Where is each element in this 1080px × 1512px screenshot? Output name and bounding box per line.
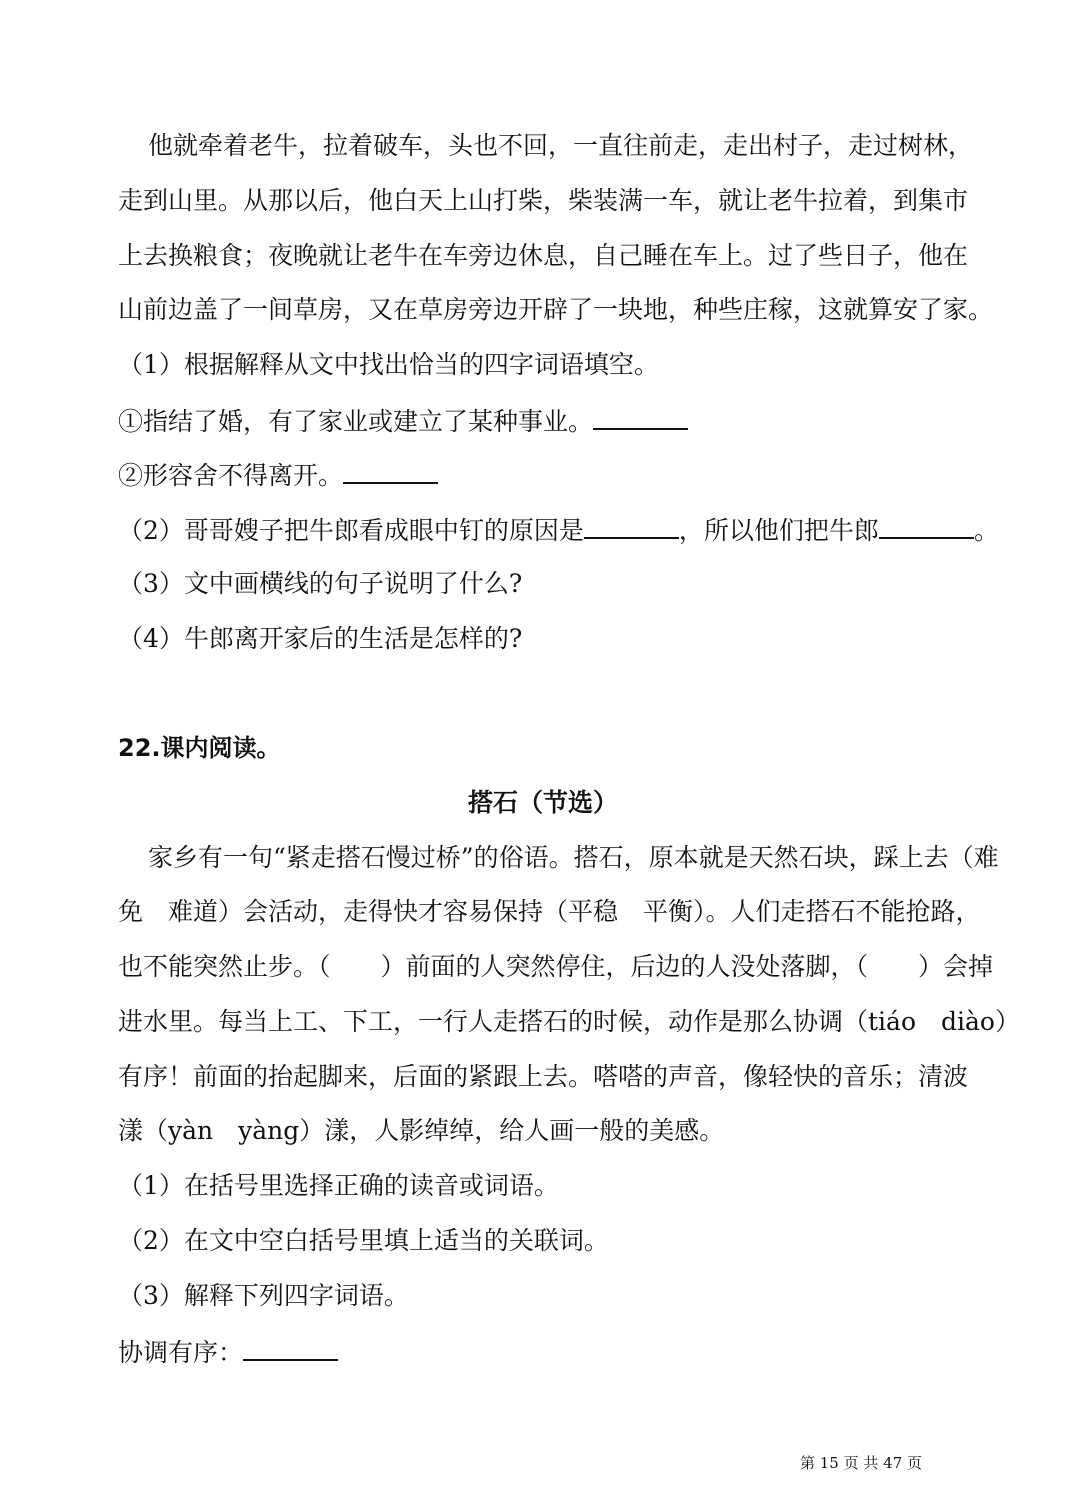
passage-line: 他就牵着老牛，拉着破车，头也不回，一直往前走，走出村子，走过树林， — [148, 131, 974, 160]
passage-line: 有序！前面的抬起脚来，后面的紧跟上去。嗒嗒的声音，像轻快的音乐；清波 — [118, 1062, 969, 1091]
question-3a-text: 协调有序： — [118, 1338, 244, 1367]
section-heading: 22.课内阅读。 — [118, 734, 281, 762]
answer-blank[interactable] — [879, 511, 974, 539]
passage-line: 走到山里。从那以后，他白天上山打柴，柴装满一车，就让老牛拉着，到集市 — [118, 186, 969, 215]
passage-line: 免 难道）会活动，走得快才容易保持（平稳 平衡）。人们走搭石不能抢路， — [118, 897, 981, 926]
question-1b — [118, 456, 968, 494]
question-4: （4）牛郎离开家后的生活是怎样的? — [118, 624, 523, 653]
question-2-text-a: （2）哥哥嫂子把牛郎看成眼中钉的原因是 — [118, 516, 584, 545]
page-number: 第 15 页 共 47 页 — [800, 1454, 923, 1472]
passage-title: 搭石（节选） — [467, 788, 618, 817]
question-1b-text: ②形容舍不得离开。 — [118, 461, 344, 490]
question-2-text-c: 。 — [973, 516, 999, 545]
question-1a — [118, 402, 968, 440]
passage-line: 山前边盖了一间草房，又在草房旁边开辟了一块地，种些庄稼，这就算安了家。 — [118, 295, 994, 324]
question-3: （3）解释下列四字词语。 — [118, 1281, 409, 1310]
question-2: （2）在文中空白括号里填上适当的关联词。 — [118, 1226, 609, 1255]
question-3a — [118, 1333, 968, 1371]
answer-blank[interactable] — [593, 402, 688, 430]
passage-line: 家乡有一句“紧走搭石慢过桥”的俗语。搭石，原本就是天然石块，踩上去（难 — [148, 843, 999, 872]
passage-line: 上去换粮食；夜晚就让老牛在车旁边休息，自己睡在车上。过了些日子，他在 — [118, 241, 969, 270]
question-2-text-b: ，所以他们把牛郎 — [678, 516, 879, 545]
answer-blank[interactable] — [584, 511, 679, 539]
passage-line: 漾（yàn yàng）漾，人影绰绰，给人画一般的美感。 — [118, 1116, 725, 1145]
question-1: （1）在括号里选择正确的读音或词语。 — [118, 1171, 559, 1200]
passage-line: 进水里。每当上工、下工，一行人走搭石的时候，动作是那么协调（tiáo diào） — [118, 1007, 1020, 1036]
passage-line: 也不能突然止步。（ ）前面的人突然停住，后边的人没处落脚，（ ）会掉 — [118, 952, 994, 981]
question-1a-text: ①指结了婚，有了家业或建立了某种事业。 — [118, 407, 594, 436]
answer-blank[interactable] — [343, 456, 438, 484]
question-3: （3）文中画横线的句子说明了什么? — [118, 569, 523, 598]
question-1: （1）根据解释从文中找出恰当的四字词语填空。 — [118, 350, 659, 379]
answer-blank[interactable] — [243, 1333, 338, 1361]
question-2 — [118, 511, 999, 549]
